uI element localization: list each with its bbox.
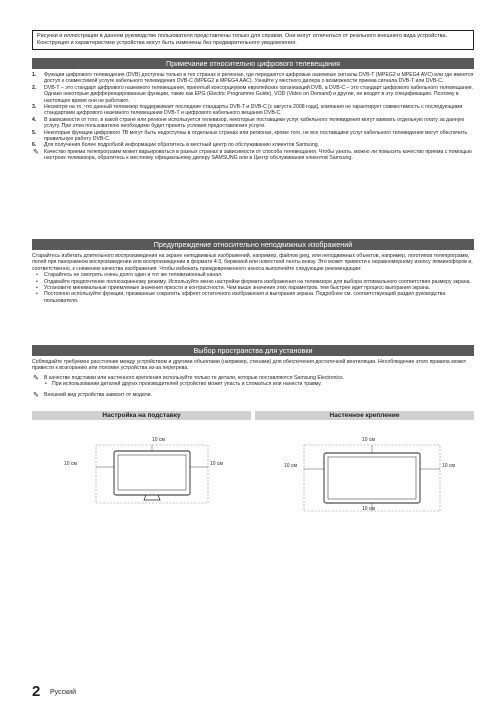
- section-title-digital: Примечание относительно цифрового телевещания: [32, 58, 474, 69]
- list-item: [32, 117, 474, 130]
- installation-note-sub: • При использовании деталей других производителей устройство может упасть и сломаться или нанести травму.: [32, 381, 474, 387]
- still-section-body: [32, 253, 474, 304]
- wall-tv-illustration: [284, 437, 460, 515]
- item-number: 2.: [32, 84, 37, 91]
- dimension-right-label: 10 см: [210, 461, 223, 467]
- wall-mount-diagram: [284, 437, 460, 515]
- item-text: Некоторые функции цифрового ТВ могут быть недоступны в отдельных странах или регионах, кроме того, не все поставщики услуг кабельного телевидения могут обеспечить правильную работу DVB-C.: [44, 129, 468, 143]
- note-pencil-icon: ✎: [33, 391, 39, 399]
- note-text: В качестве подставки или настенного крепления используйте только те детали, которые поставляются Samsung Electronics.: [44, 374, 345, 381]
- dimension-top-label: 10 см: [152, 437, 165, 443]
- note-text: Качество приема телепрограмм может варьироваться в разных странах в зависимости от способа телевещания. Чтобы узнать, можно ли повысить качество приема с помощью настроек телевизора, обратитесь к местному официальному дилеру SAMSUNG или в Центр обслуживания клиентов Samsung.: [44, 148, 472, 162]
- item-number: 6.: [32, 142, 37, 149]
- wall-mount-header: Настенное крепление: [255, 411, 474, 420]
- dimension-bottom-label: 10 см: [362, 506, 375, 512]
- item-text: Несмотря на то, что данный телевизор поддерживает последние стандарты DVB-T и DVB-C [с августа 2008 года], компания не гарантирует совместимость с последующими стандартами цифрового наземного телевещания DVB-T и цифрового кабельного вещания DVB-C.: [44, 104, 463, 117]
- stand-setup-header: Настройка на подставку: [32, 411, 251, 420]
- installation-intro: Соблюдайте требуемое расстояние между устройством и другими объектами (например, стенами) для обеспечения достаточной вентиляции. Несоблюдение этого правила может привести к возгоранию или поломке устройства из-за перегрева.: [32, 359, 467, 372]
- list-item: [32, 104, 474, 117]
- item-text: Для получения более подробной информации обратитесь в местный центр по обслуживанию клиентов Samsung.: [44, 142, 320, 149]
- stand-tv-illustration: [52, 437, 252, 515]
- installation-type-headers: [32, 411, 474, 420]
- list-item: • Старайтесь не смотреть очень долго один и тот же телевизионный канал.: [32, 272, 474, 278]
- dimension-right-label: 10 см: [442, 463, 455, 469]
- note-text: Внешний вид устройства зависит от модели.: [44, 391, 153, 398]
- page-number: 2: [32, 683, 41, 700]
- list-item: • Установите минимальные приемлемые значения яркости и контрастности. Чем выше значения этих параметров, тем быстрее идет процесс выгорания экрана.: [32, 285, 474, 291]
- note-pencil-icon: ✎: [33, 374, 39, 382]
- section-title-installation: Выбор пространства для установки: [32, 345, 474, 356]
- installation-note-appearance: [32, 392, 474, 398]
- item-text: DVB-T – это стандарт цифрового наземного телевещания, принятый консорциумом европейских организаций DVB, а DVB-C – это стандарт цифрового кабельного телевещания. Однако некоторые дифференцированные функции, такие как EPG (Electric Programme Guide), VOD (Video on Demand) и другие, не входят в эту спецификацию. Поэтому в настоящее время они не работают.: [44, 84, 474, 104]
- dimension-top-label: 10 см: [362, 437, 375, 443]
- dimension-left-label: 10 см: [284, 463, 297, 469]
- list-item: • Постоянно используйте функции, призванные сократить эффект остаточного изображения и выгорания экрана. Подробнее см. соответствующий раздел руководства пользователя.: [32, 291, 474, 304]
- item-number: 1.: [32, 72, 37, 78]
- list-item: [32, 72, 474, 85]
- list-item: [32, 130, 474, 143]
- item-text: В зависимости от того, в какой стране или регионе используется телевизор, некоторые поставщики услуг кабельного телевидения могут взимать отдельную плату за данную услугу. При этом пользователю необходимо будет принять условия предоставления услуги.: [44, 116, 465, 130]
- stand-diagram: [52, 437, 252, 515]
- disclaimer-notice: Рисунки и иллюстрации в данном руководстве пользователя представлены только для справки. Они могут отличаться от реального внешнего вида устройства. Конструкция и характеристики устройства могут быть изменены без предварительного уведомления.: [32, 30, 474, 50]
- still-bullets: [32, 272, 474, 304]
- list-item: • Отдавайте предпочтение полноэкранному режиму. Используйте меню настройки формата изображения на телевизоре для выбора оптимального соответствия размеру экрана.: [32, 279, 474, 285]
- page-language: Русский: [50, 689, 76, 696]
- list-item: [32, 85, 474, 104]
- installation-section-body: [32, 359, 474, 398]
- section-title-still-image: Предупреждение относительно неподвижных изображений: [32, 239, 474, 250]
- item-number: 3.: [32, 104, 37, 111]
- still-intro: Старайтесь избегать длительного воспроизведения на экране неподвижных изображений, например, файлов jpeg, или неподвижных объектов, например, логотипов телепрограмм, полей при панорамном воспроизведении или воспроизведении в формате 4:3, биржевой или новостной ленты внизу. Это может привести к неравномерному износу люминофоров и, соответственно, к снижению качества изображения. Чтобы избежать преждевременного износа выполняйте следующие рекомендации:: [32, 253, 473, 272]
- dimension-left-label: 10 см: [64, 461, 77, 467]
- digital-notes-list: [32, 72, 474, 149]
- digital-section-body: [32, 72, 474, 162]
- item-text: Функции цифрового телевидения (DVB) доступны только в тех странах и регионах, где передаются цифровые наземные сигналы DVB-T (MPEG2 и MPEG4 AVC) или где имеется доступ к совместимой услуге кабельного телевидения DVB-C (MPEG2 и MPEG4 AAC). Узнайте у местного дилера о возможности приема сигнала DVB-T или DVB-C.: [44, 72, 474, 85]
- note-pencil-icon: ✎: [33, 148, 39, 156]
- digital-note: [32, 149, 474, 162]
- item-number: 5.: [32, 129, 37, 136]
- item-number: 4.: [32, 116, 37, 123]
